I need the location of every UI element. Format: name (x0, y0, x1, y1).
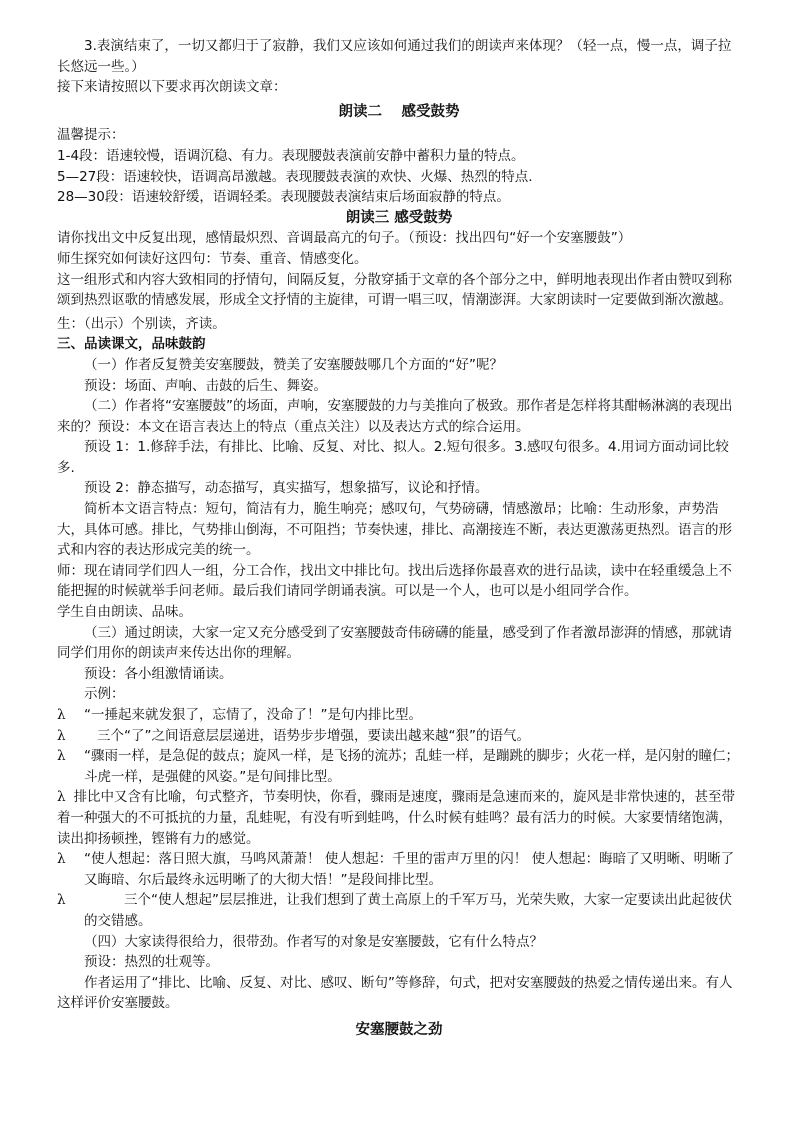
paragraph: 预设 2：静态描写，动态描写，真实描写，想象描写，议论和抒情。 (84, 480, 489, 497)
paragraph: 师生探究如何读好这四句：节奏、重音、情感变化。 (57, 250, 368, 267)
bullet-item (57, 705, 741, 726)
paragraph: （二）作者将“安塞腰鼓”的场面，声响，安塞腰鼓的力与美推向了极致。那作者是怎样将其酣畅淋漓的表现出来的？预设：本文在语言表达上的特点（重点关注）以及表达方式的综合运用。 (57, 398, 733, 435)
paragraph: 预设：各小组激情诵读。 (84, 665, 233, 682)
paragraph: 预设：场面、声响、击鼓的后生、舞姿。 (84, 377, 327, 394)
section-heading: 安塞腰鼓之劲 (355, 1021, 443, 1038)
paragraph: 请你找出文中反复出现，感情最炽烈、音调最高亢的句子。（预设：找出四句“好一个安塞腰鼓”） (57, 230, 632, 247)
bullet-text: “使人想起：落日照大旗，马鸣风萧萧！ 使人想起：千里的雷声万里的闪！ 使人想起：晦暗了又明晰、明晰了又晦暗、尔后最终永远明晰了的大彻大悟！”是段间排比型。 (84, 851, 735, 888)
paragraph: 简析本文语言特点：短句，简洁有力，脆生响亮；感叹句，气势磅礴，情感激昂；比喻：生动形象，声势浩大，具体可感。排比，气势排山倒海，不可阻挡；节奏快速，排比、高潮接连不断，表达更激荡更热烈。语言的形式和内容的表达形成完美的统一。 (57, 501, 732, 559)
paragraph: （三）通过朗读，大家一定又充分感受到了安塞腰鼓奇伟磅礴的能量，感受到了作者激昂澎湃的情感，那就请同学们用你的朗读声来传达出你的理解。 (57, 624, 732, 662)
paragraph: 师：现在请同学们四人一组，分工合作，找出文中排比句。找出后选择你最喜欢的进行品读，读中在轻重缓急上不能把握的时候就举手问老师。最后我们请同学朗诵表演。可以是一个人，也可以是小组同学合作。 (57, 562, 732, 600)
paragraph: 28—30段：语速较舒缓，语调轻柔。表现腰鼓表演结束后场面寂静的特点。 (57, 189, 510, 206)
paragraph: 5—27段：语速较快，语调高昂激越。表现腰鼓表演的欢快、火爆、热烈的特点. (57, 168, 533, 185)
document-page (57, 36, 741, 1041)
paragraph: 1-4段：语速较慢，语调沉稳、有力。表现腰鼓表演前安静中蓄积力量的特点。 (57, 147, 525, 164)
bullet-text: “一捶起来就发狠了，忘情了，没命了！”是句内排比型。 (84, 707, 422, 723)
bullet-mark: λ (57, 851, 66, 868)
bullet-mark: λ (57, 727, 66, 744)
bullet-mark: λ (57, 892, 66, 909)
paragraph: 预设：热烈的壮观等。 (84, 954, 219, 971)
section-heading: 朗读三 感受鼓势 (345, 209, 453, 226)
bullet-mark: λ (57, 707, 66, 723)
paragraph: 温馨提示： (57, 127, 125, 144)
bullet-item (57, 746, 741, 787)
paragraph: 这一组形式和内容大致相同的抒情句，间隔反复，分散穿插于文章的各个部分之中，鲜明地表现出作者由赞叹到称颂到热烈讴歌的情感发展，形成全文抒情的主旋律，可谓一唱三叹，情潮澎湃。大家朗读时一定要做到渐次激越。 (57, 271, 732, 309)
paragraph: 生：（出示）个别读，齐读。 (57, 315, 226, 332)
paragraph: （四）大家读得很给力，很带劲。作者写的对象是安塞腰鼓，它有什么特点？ (84, 933, 543, 950)
bullet-text: 三个“了”之间语意层层递进，语势步步增强，要读出越来越“狠”的语气。 (97, 727, 530, 744)
paragraph: （一）作者反复赞美安塞腰鼓，赞美了安塞腰鼓哪几个方面的“好”呢？ (84, 356, 503, 373)
paragraph: 作者运用了“排比、比喻、反复、对比、感叹、断句”等修辞，句式，把对安塞腰鼓的热爱之情传递出来。有人这样评价安塞腰鼓。 (57, 974, 733, 1012)
section-heading: 朗读二 感受鼓势 (338, 103, 460, 120)
paragraph: 预设 1：1.修辞手法，有排比、比喻、反复、对比、拟人。2.短句很多。3.感叹句很多。4.用词方面动词比较多. (57, 439, 729, 476)
bullet-text: “骤雨一样，是急促的鼓点；旋风一样，是飞扬的流苏；乱蛙一样，是蹦跳的脚步；火花一样，是闪射的瞳仁；斗虎一样，是强健的风姿。”是句间排比型。 (84, 748, 739, 785)
paragraph: 学生自由朗读、品味。 (57, 604, 192, 621)
section-heading: 三、品读课文，品味鼓韵 (57, 336, 206, 353)
bullet-text: 排比中又含有比喻，句式整齐，节奏明快，你看，骤雨是速度，骤雨是急速而来的，旋风是非常快速的，甚至带着一种强大的不可抵抗的力量，乱蛙呢，有没有听到蛙鸣，什么时候有蛙鸣？最有活力的时候。大家要情绪饱满，读出抑扬顿挫，铿锵有力的感觉。 (57, 789, 736, 847)
bullet-item (57, 849, 741, 890)
bullet-mark: λ (57, 789, 66, 806)
paragraph: 3.表演结束了，一切又都归于了寂静，我们又应该如何通过我们的朗读声来体现？（轻一点，慢一点，调子拉长悠远一些。） (57, 38, 732, 75)
paragraph: 示例： (84, 686, 125, 703)
bullet-item (57, 787, 741, 849)
paragraph: 接下来请按照以下要求再次朗读文章： (57, 79, 287, 96)
bullet-item (57, 726, 741, 747)
bullet-mark: λ (57, 748, 66, 765)
bullet-item (57, 890, 741, 931)
bullet-text: 三个“使人想起”层层推进，让我们想到了黄土高原上的千军万马，光荣失败，大家一定要读出此起彼伏的交错感。 (84, 892, 732, 929)
